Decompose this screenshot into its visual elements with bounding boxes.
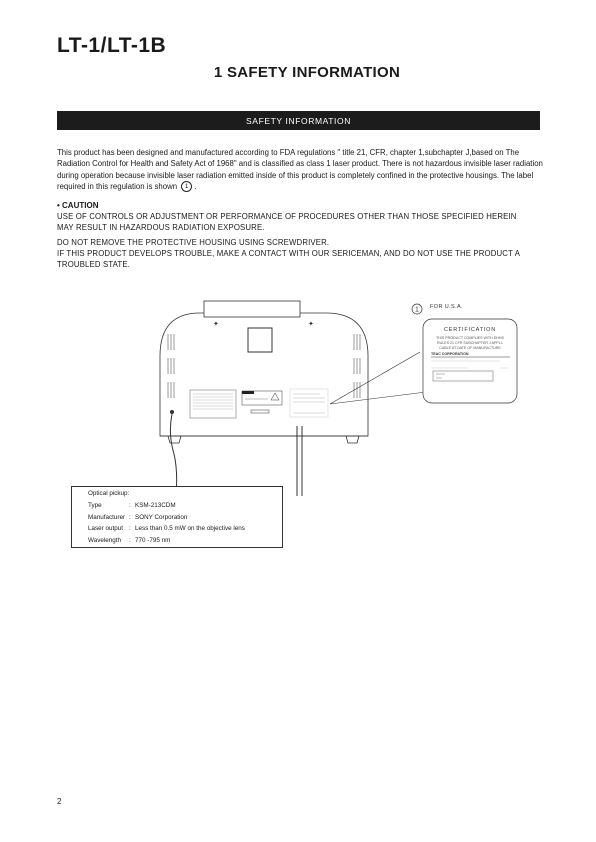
caution-line-housing: DO NOT REMOVE THE PROTECTIVE HOUSING USING SCREWDRIVER. — [57, 238, 330, 247]
optical-pickup-title: Optical pickup: — [88, 490, 130, 497]
section-heading — [0, 64, 596, 81]
spec-separator: : — [129, 502, 131, 509]
certification-text-2: RULES 21 CFR SUBCHAPTER J APPLI- — [437, 341, 503, 345]
caution-heading: • CAUTION — [57, 201, 99, 210]
unit-rear-panel-drawing — [160, 301, 368, 496]
spec-row-manufacturer — [88, 514, 187, 521]
section-heading-text: 1 SAFETY INFORMATION — [213, 64, 401, 81]
spec-value: SONY Corporation — [135, 514, 188, 521]
svg-text:✦: ✦ — [308, 321, 314, 328]
spec-key: Type — [88, 502, 102, 509]
label-reference-marker: 1 — [181, 181, 192, 192]
spec-key: Wavelength — [88, 537, 122, 544]
certification-text-1: THIS PRODUCT COMPLIES WITH DHHS — [436, 336, 504, 340]
spec-separator: : — [129, 514, 131, 521]
model-title: LT-1/LT-1B — [57, 34, 167, 57]
caution-line-controls: USE OF CONTROLS OR ADJUSTMENT OR PERFORMANCE OF PROCEDURES OTHER THAN THOSE SPECIFIED HEREIN MAY RESULT IN HAZARDOUS RADIATION EXPOSURE. — [57, 212, 517, 233]
intro-paragraph — [57, 147, 549, 192]
spec-separator: : — [129, 525, 131, 532]
leader-lines — [330, 352, 426, 404]
spec-key: Laser output — [88, 525, 124, 532]
safety-banner — [57, 111, 540, 130]
safety-banner-label: SAFETY INFORMATION — [246, 115, 351, 126]
spec-separator: : — [129, 537, 131, 544]
intro-end: . — [194, 181, 197, 191]
svg-text:✦: ✦ — [213, 321, 219, 328]
spec-value: Less than 0.5 mW on the objective lens — [135, 525, 245, 532]
region-label: FOR U.S.A. — [430, 304, 464, 310]
certification-label — [423, 319, 517, 403]
spec-row-laser-output — [88, 525, 245, 532]
reference-marker-1 — [412, 304, 422, 314]
reference-marker-number: 1 — [415, 306, 419, 314]
spec-row-type — [88, 502, 176, 509]
certification-title: CERTIFICATION — [443, 327, 497, 333]
spec-key: Manufacturer — [88, 514, 126, 521]
caution-line-trouble: IF THIS PRODUCT DEVELOPS TROUBLE, MAKE A CONTACT WITH OUR SERICEMAN, AND DO NOT USE THE PRODUCT A TROUBLED STATE. — [57, 249, 520, 270]
optical-pickup-spec-box — [71, 486, 283, 548]
certification-company: TEAC CORPORATION — [431, 352, 469, 356]
intro-text: This product has been designed and manufactured according to FDA regulations " title 21, CFR, chapter 1,subchapter J,based on The Radiation Control for Health and Safety Act of 1968" and is classified as class 1 laser product. There is not hazardous invisible laser radiation during operation because invisible laser radiation emitted inside of this product is completely confined in the protective housings. The label required in this regulation is shown — [57, 148, 543, 191]
certification-text-3: CABLE AT DATE OF MANUFACTURE — [439, 346, 501, 350]
rear-panel-figure — [150, 296, 530, 496]
page-number: 2 — [57, 797, 62, 806]
spec-value: KSM-213CDM — [135, 502, 176, 509]
spec-row-wavelength — [88, 537, 170, 544]
spec-value: 770 -795 nm — [135, 537, 171, 544]
